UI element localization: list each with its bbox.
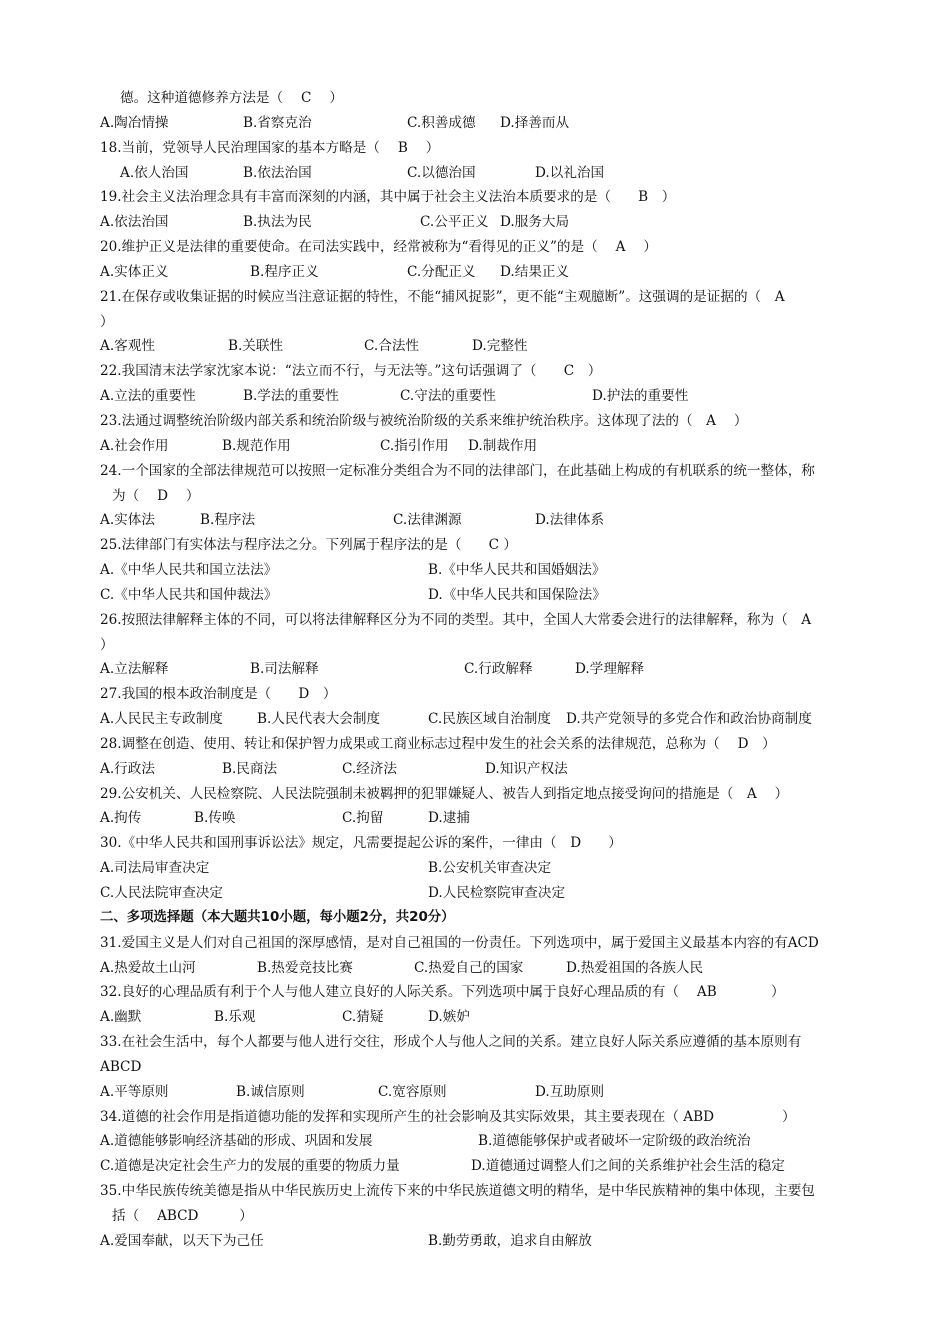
text-line <box>100 359 860 384</box>
option-text: B.人民代表大会制度 <box>257 711 381 728</box>
text-line <box>100 633 860 658</box>
text-line <box>100 558 860 583</box>
option-text: D.热爱祖国的各族人民 <box>566 959 704 976</box>
line-text: 23.法通过调整统治阶级内部关系和统治阶级与被统治阶级的关系来维护统治秩序。这体现了法的（ A ） <box>100 412 748 429</box>
line-text: 31.爱国主义是人们对自己祖国的深厚感情，是对自己祖国的一份责任。下列选项中，属于爱国主义最基本内容的有ACD <box>100 934 819 951</box>
option-text: C.守法的重要性 <box>400 388 496 405</box>
option-text: A.平等原则 <box>100 1083 169 1100</box>
text-line <box>100 782 860 807</box>
text-line <box>100 1154 860 1179</box>
text-line <box>100 484 860 509</box>
option-text: A.行政法 <box>100 760 155 777</box>
option-text: B.传唤 <box>194 810 236 827</box>
line-text: 27.我国的根本政治制度是（ D ） <box>100 686 337 703</box>
option-text: C.道德是决定社会生产力的发展的重要的物质力量 <box>100 1158 400 1175</box>
option-text: B.司法解释 <box>250 661 319 678</box>
text-line <box>100 508 860 533</box>
option-text: B.民商法 <box>222 760 278 777</box>
text-line <box>100 434 860 459</box>
option-text: D.制裁作用 <box>468 437 538 454</box>
line-text: 为（ D ） <box>112 487 200 504</box>
text-line <box>100 1129 860 1154</box>
option-text: D.学理解释 <box>575 661 645 678</box>
line-text: 30.《中华人民共和国刑事诉讼法》规定，凡需要提起公诉的案件，一律由（ D ） <box>100 835 622 852</box>
option-text: B.依法治国 <box>243 164 312 181</box>
option-text: B.程序正义 <box>250 263 319 280</box>
text-line <box>100 334 860 359</box>
text-line <box>100 906 860 931</box>
text-line <box>100 533 860 558</box>
option-text: B.热爱竞技比赛 <box>257 959 353 976</box>
text-line <box>100 707 860 732</box>
line-text: 34.道德的社会作用是指道德功能的发挥和实现所产生的社会影响及其实际效果，其主要表现在（ ABD ） <box>100 1108 796 1125</box>
text-line <box>100 1055 860 1080</box>
option-text: A.立法的重要性 <box>100 388 196 405</box>
text-line <box>100 310 860 335</box>
option-text: A.道德能够影响经济基础的形成、巩固和发展 <box>100 1133 373 1150</box>
option-text: D.完整性 <box>472 338 528 355</box>
option-text: C.人民法院审查决定 <box>100 885 223 901</box>
text-line <box>100 682 860 707</box>
line-text: 35.中华民族传统美德是指从中华民族历史上流传下来的中华民族道德文明的精华，是中华民族精神的集中体现，主要包 <box>100 1183 815 1200</box>
text-line <box>100 210 860 235</box>
option-text: C.民族区域自治制度 <box>428 711 551 728</box>
option-text: B.《中华人民共和国婚姻法》 <box>428 562 606 579</box>
option-text: C.合法性 <box>364 338 420 355</box>
option-text: C.热爱自己的国家 <box>414 959 524 976</box>
line-text: 二、多项选择题（本大题共10小题，每小题2分，共20分） <box>100 909 455 925</box>
option-text: A.依人治国 <box>120 164 189 181</box>
option-text: B.程序法 <box>200 512 256 529</box>
text-line <box>100 732 860 757</box>
option-text: C.猜疑 <box>342 1009 384 1026</box>
line-text: 22.我国清末法学家沈家本说：“法立而不行，与无法等。”这句话强调了（ C ） <box>100 363 602 380</box>
option-text: D.互助原则 <box>535 1083 605 1100</box>
text-line <box>100 931 860 956</box>
option-text: C.分配正义 <box>407 263 476 280</box>
option-text: A.热爱故土山河 <box>100 959 196 976</box>
text-line <box>100 136 860 161</box>
text-line <box>100 1105 860 1130</box>
line-text: 18.当前，党领导人民治理国家的基本方略是（ B ） <box>100 139 440 156</box>
option-text: D.共产党领导的多党合作和政治协商制度 <box>566 711 812 728</box>
option-text: C.指引作用 <box>380 437 449 454</box>
line-text: 25.法律部门有实体法与程序法之分。下列属于程序法的是（ C ） <box>100 537 517 554</box>
line-text: 德。这种道德修养方法是（ C ） <box>120 90 343 106</box>
text-line <box>100 657 860 682</box>
line-text: 32.良好的心理品质有利于个人与他人建立良好的人际关系。下列选项中属于良好心理品质的有（ AB ） <box>100 984 785 1001</box>
text-line <box>100 757 860 782</box>
line-text: 26.按照法律解释主体的不同，可以将法律解释区分为不同的类型。其中，全国人大常委会进行的法律解释，称为（ A <box>100 611 812 628</box>
text-line <box>100 111 860 136</box>
option-text: B.规范作用 <box>222 437 291 454</box>
option-text: B.诚信原则 <box>236 1083 305 1100</box>
text-line <box>100 1030 860 1055</box>
option-text: C.公平正义 <box>420 214 489 231</box>
text-line <box>100 1005 860 1030</box>
option-text: D.择善而从 <box>500 114 570 131</box>
text-line <box>100 583 860 608</box>
line-text: 19.社会主义法治理念具有丰富而深刻的内涵，其中属于社会主义法治本质要求的是（ B ） <box>100 189 676 206</box>
option-text: A.拘传 <box>100 810 142 827</box>
option-text: C.拘留 <box>342 810 384 827</box>
text-line <box>100 806 860 831</box>
option-text: A.依法治国 <box>100 214 169 231</box>
option-text: C.行政解释 <box>464 661 533 678</box>
text-line <box>100 285 860 310</box>
option-text: C.《中华人民共和国仲裁法》 <box>100 586 278 603</box>
option-text: C.以德治国 <box>407 164 476 181</box>
option-text: A.实体法 <box>100 512 155 529</box>
text-line <box>100 409 860 434</box>
option-text: A.爱国奉献，以天下为己任 <box>100 1232 264 1249</box>
text-line <box>100 881 860 906</box>
option-text: B.勤劳勇敢，追求自由解放 <box>428 1232 592 1249</box>
option-text: B.学法的重要性 <box>243 388 339 405</box>
option-text: A.陶冶情操 <box>100 114 169 131</box>
line-text: ） <box>100 313 114 330</box>
option-text: D.逮捕 <box>428 810 470 827</box>
option-text: B.关联性 <box>228 338 284 355</box>
line-text: 21.在保存或收集证据的时候应当注意证据的特性，不能“捕风捉影”，更不能“主观臆断”。这强调的是证据的（ A <box>100 288 785 305</box>
option-text: C.积善成德 <box>407 114 476 131</box>
line-text: 括（ ABCD ） <box>112 1207 253 1224</box>
line-text: 33.在社会生活中，每个人都要与他人进行交往，形成个人与他人之间的关系。建立良好人际关系应遵循的基本原则有 <box>100 1034 802 1051</box>
text-line <box>100 1080 860 1105</box>
text-line <box>100 608 860 633</box>
option-text: C.宽容原则 <box>378 1083 447 1100</box>
option-text: A.实体正义 <box>100 263 169 280</box>
option-text: D.法律体系 <box>535 512 605 529</box>
text-line <box>100 831 860 856</box>
option-text: B.乐观 <box>214 1009 256 1026</box>
text-line <box>100 459 860 484</box>
text-line <box>100 956 860 981</box>
line-text: 29.公安机关、人民检察院、人民法院强制未被羁押的犯罪嫌疑人、被告人到指定地点接受询问的措施是（ A ） <box>100 785 789 802</box>
option-text: B.省察克治 <box>243 114 312 131</box>
text-line <box>100 86 860 111</box>
text-line <box>100 161 860 186</box>
line-text: 28.调整在创造、使用、转让和保护智力成果或工商业标志过程中发生的社会关系的法律规范，总称为（ D ） <box>100 735 776 752</box>
option-text: D.嫉妒 <box>428 1009 470 1026</box>
line-text: ABCD <box>100 1058 142 1075</box>
text-line <box>100 1179 860 1204</box>
text-line <box>100 980 860 1005</box>
option-text: B.道德能够保护或者破坏一定阶级的政治统治 <box>478 1133 751 1150</box>
option-text: D.结果正义 <box>500 263 570 280</box>
text-line <box>100 185 860 210</box>
option-text: D.知识产权法 <box>485 760 568 777</box>
option-text: A.人民民主专政制度 <box>100 711 223 728</box>
option-text: A.幽默 <box>100 1009 142 1026</box>
line-text: ） <box>100 636 114 653</box>
option-text: D.以礼治国 <box>535 164 605 181</box>
text-line <box>100 384 860 409</box>
option-text: A.《中华人民共和国立法法》 <box>100 562 278 579</box>
option-text: A.立法解释 <box>100 661 169 678</box>
option-text: D.服务大局 <box>500 214 570 231</box>
option-text: A.司法局审查决定 <box>100 860 210 877</box>
text-line <box>100 260 860 285</box>
line-text: 24.一个国家的全部法律规范可以按照一定标准分类组合为不同的法律部门，在此基础上构成的有机联系的统一整体，称 <box>100 462 815 479</box>
option-text: D.道德通过调整人们之间的关系维护社会生活的稳定 <box>471 1158 785 1175</box>
option-text: A.客观性 <box>100 338 155 355</box>
option-text: D.人民检察院审查决定 <box>428 885 566 901</box>
option-text: D.《中华人民共和国保险法》 <box>428 586 606 603</box>
text-line <box>100 1229 860 1254</box>
option-text: C.经济法 <box>342 760 398 777</box>
line-text: 20.维护正义是法律的重要使命。在司法实践中，经常被称为“看得见的正义”的是（ A ） <box>100 239 657 256</box>
option-text: D.护法的重要性 <box>592 388 689 405</box>
option-text: A.社会作用 <box>100 437 169 454</box>
text-line <box>100 235 860 260</box>
text-line <box>100 1204 860 1229</box>
text-line <box>100 856 860 881</box>
option-text: B.公安机关审查决定 <box>428 860 552 877</box>
option-text: B.执法为民 <box>243 214 312 231</box>
document-page <box>100 86 860 1254</box>
option-text: C.法律渊源 <box>393 512 462 529</box>
